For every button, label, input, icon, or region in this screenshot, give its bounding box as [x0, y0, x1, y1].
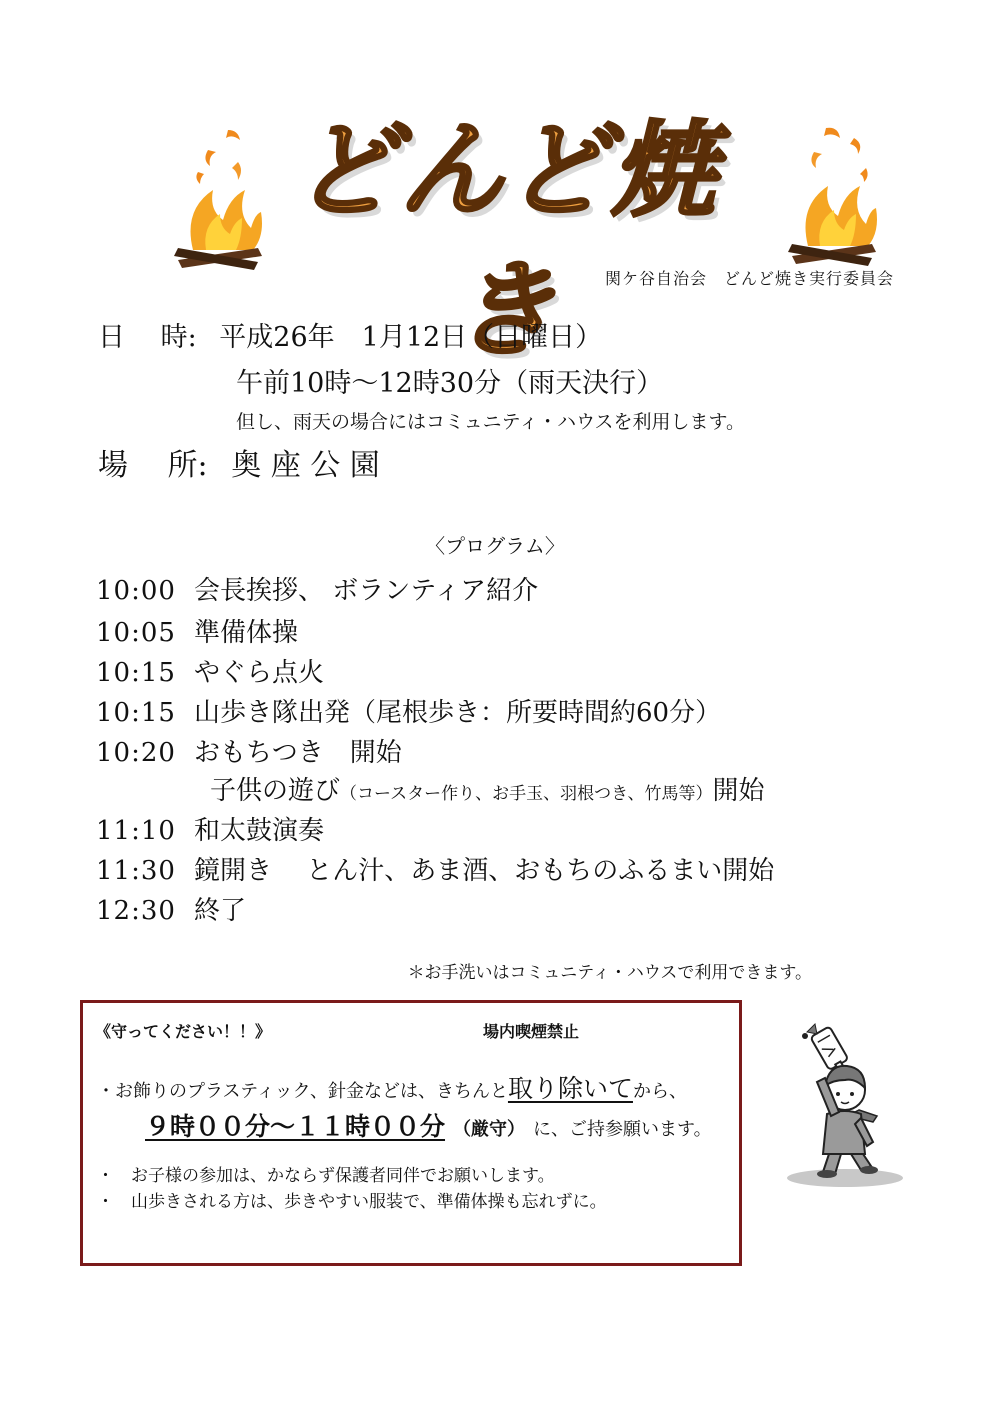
program-time: 10:00: [96, 576, 176, 606]
program-event: 会長挨拶、 ボランティア紹介: [194, 576, 539, 606]
restroom-note: ＊お手洗いはコミュニティ・ハウスで利用できます。: [407, 963, 812, 983]
program-event: 山歩き隊出発（尾根歩き：所要時間約60分）: [194, 698, 722, 728]
program-time: 11:30: [96, 856, 176, 886]
rules-heading: 《守ってください！！》: [95, 1022, 272, 1041]
rule-emphasis: 取り除いて: [507, 1074, 633, 1103]
program-time: 12:30: [96, 896, 176, 926]
program-event: やぐら点火: [194, 658, 325, 688]
rule-bullet: ・ 山歩きされる方は、歩きやすい服装で、準備体操も忘れずに。: [97, 1192, 607, 1212]
datetime-row: [98, 320, 602, 356]
program-item: [96, 890, 246, 927]
rain-note: 但し、雨天の場合にはコミュニティ・ハウスを利用します。: [236, 411, 746, 433]
place-row: [98, 448, 380, 484]
page-title: どんど焼き: [292, 109, 717, 371]
rule-strict: （厳守）: [453, 1119, 526, 1140]
place-label: 場 所:: [98, 448, 208, 483]
rule-bullet: ・ お子様の参加は、かならず保護者同伴でお願いします。: [97, 1166, 555, 1186]
program-time: 10:05: [96, 618, 176, 648]
program-time: 10:20: [96, 738, 176, 768]
program-heading: 〈プログラム〉: [425, 534, 565, 558]
program-item: [96, 732, 402, 769]
program-time: 10:15: [96, 658, 176, 688]
program-item: [96, 612, 298, 649]
event-date: 平成26年 1月12日（日曜日）: [219, 322, 603, 353]
program-time: 10:15: [96, 698, 176, 728]
program-item: [96, 810, 324, 847]
program-event: 子供の遊び: [210, 776, 341, 806]
rule-item: [145, 1107, 712, 1143]
event-time: 午前10時～12時30分（雨天決行）: [236, 368, 664, 399]
rules-box: [80, 1000, 742, 1266]
program-event-note: （コースター作り、お手玉、羽根つき、竹馬等）: [340, 784, 713, 804]
rule-text: に、ご持参願います。: [533, 1119, 712, 1140]
rule-emphasis: ９時００分～１１時００分: [145, 1112, 446, 1141]
program-event: おもちつき 開始: [194, 738, 402, 768]
program-item: [96, 570, 538, 607]
rule-item: [97, 1069, 687, 1105]
datetime-label: 日 時:: [98, 322, 197, 353]
program-item: [96, 850, 774, 887]
program-event: 終了: [194, 896, 247, 926]
organizer-name: 関ケ谷自治会 どんど焼き実行委員会: [604, 269, 894, 288]
program-item: [210, 770, 765, 807]
bonfire-icon: [784, 118, 884, 268]
rule-text: ・お飾りのプラスティック、針金などは、きちんと: [97, 1081, 508, 1102]
no-smoking-notice: 場内喫煙禁止: [483, 1022, 580, 1041]
event-place: 奥 座 公 園: [231, 448, 380, 483]
child-with-hagoita-illustration: [775, 1020, 915, 1190]
program-event: 和太鼓演奏: [194, 816, 325, 846]
rule-text: から、: [632, 1081, 687, 1102]
bonfire-icon: [168, 122, 268, 272]
program-item: [96, 652, 324, 689]
program-item: [96, 692, 721, 729]
program-event: 鏡開き とん汁、あま酒、おもちのふるまい開始: [194, 856, 775, 886]
program-time: 11:10: [96, 816, 176, 846]
program-event: 開始: [712, 776, 765, 806]
program-event: 準備体操: [194, 618, 299, 648]
